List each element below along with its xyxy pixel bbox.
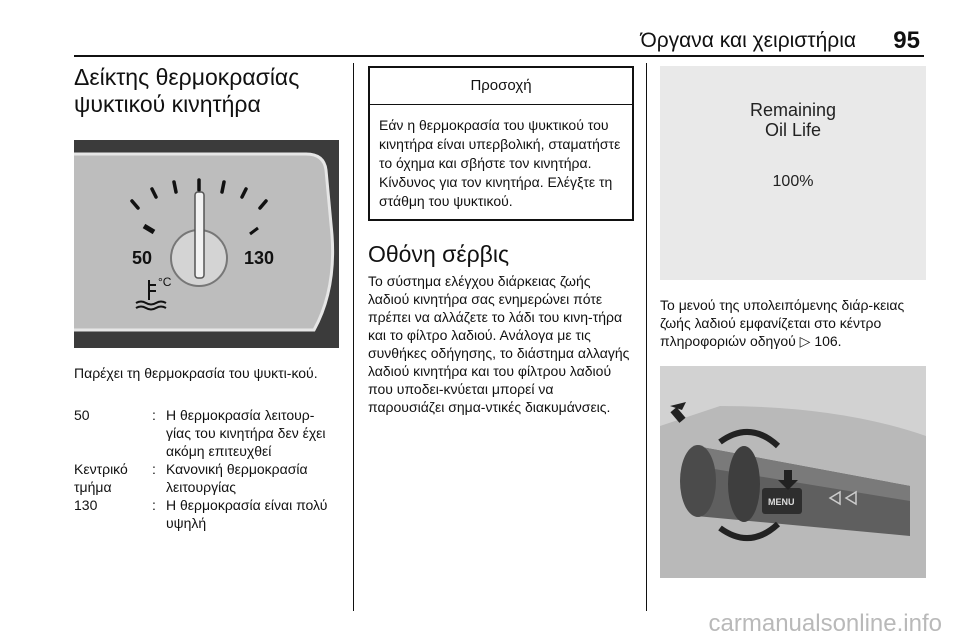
oil-life-display (660, 66, 926, 280)
spec-term: 50 (74, 407, 90, 423)
spec-row: 50 : Η θερμοκρασία λειτουρ-γίας του κινητήρα δεν έχει ακόμη επιτευχθεί (74, 406, 339, 460)
gauge-label-low: 50 (132, 248, 153, 268)
gauge-description: Παρέχει τη θερμοκρασία του ψυκτι-κού. (74, 365, 318, 381)
section-title (74, 64, 339, 118)
menu-button-label: MENU (768, 497, 795, 507)
spec-term: 130 (74, 497, 98, 513)
gauge-needle (195, 192, 204, 278)
left-column (74, 62, 339, 532)
service-description: Το σύστημα ελέγχου διάρκειας ζωής λαδιού κινητήρα σας ενημερώνει πότε πρέπει να αλλάζετε το λάδι του κινη-τήρα και το φίλτρο λαδιού. Ανάλογα με τις συνθήκες οδήγησης, το διάστημα αλλαγής λαδιού κινητήρα και του φίλτρου λαδιού που υποδει-κνύεται μπορεί να παρουσιάζει σημα-ντικές διακυμάνσεις. (368, 273, 630, 415)
caution-box (368, 66, 634, 221)
watermark: carmanualsonline.info (708, 610, 942, 637)
right-column (660, 66, 926, 583)
oil-life-percent: 100% (772, 173, 814, 190)
page-number: 95 (893, 27, 920, 54)
header-title: Όργανα και χειριστήρια (640, 29, 856, 52)
header-rule (74, 55, 924, 57)
gauge-unit: °C (158, 275, 172, 289)
caution-text: Εάν η θερμοκρασία του ψυκτικού του κινητήρα είναι υπερβολική, σταματήστε το όχημα και σβήστε τον κινητήρα. Κίνδυνος για τον κινητήρα. Ελέγξτε τη στάθμη του ψυκτικού. (379, 117, 621, 209)
gauge-spec-list (74, 406, 339, 532)
spec-definition: Η θερμοκρασία λειτουρ-γίας του κινητήρα δεν έχει ακόμη επιτευχθεί (166, 407, 326, 459)
menu-stalk-illustration (660, 366, 926, 578)
gauge-label-high: 130 (244, 248, 275, 268)
rotary-ring (680, 445, 716, 517)
page-reference: 106. (810, 333, 842, 349)
spec-row: Κεντρικό τμήμα : Κανονική θερμοκρασία λειτουργίας (74, 460, 339, 496)
middle-column (368, 66, 632, 416)
display-line1: Remaining (749, 100, 837, 120)
page-reference-icon: ▷ (799, 333, 811, 349)
caution-title: Προσοχή (370, 68, 632, 105)
display-line2: Oil Life (764, 120, 822, 140)
description-text: Το μενού της υπολειπόμενης διάρ-κειας ζωής λαδιού εμφανίζεται στο κέντρο πληροφοριών οδηγού (660, 297, 905, 349)
coolant-gauge-illustration (74, 140, 339, 348)
oil-life-description (660, 296, 926, 350)
section-title: Οθόνη σέρβις (368, 241, 510, 267)
column-divider (646, 63, 647, 611)
spec-definition: Η θερμοκρασία είναι πολύ υψηλή (166, 497, 328, 531)
spec-term: Κεντρικό τμήμα (74, 461, 128, 495)
section-title-line2: ψυκτικού κινητήρα (74, 91, 261, 117)
spec-row: 130 : Η θερμοκρασία είναι πολύ υψηλή (74, 496, 339, 532)
section-title-line1: Δείκτης θερμοκρασίας (74, 64, 300, 90)
spec-definition: Κανονική θερμοκρασία λειτουργίας (166, 461, 308, 495)
column-divider (353, 63, 354, 611)
